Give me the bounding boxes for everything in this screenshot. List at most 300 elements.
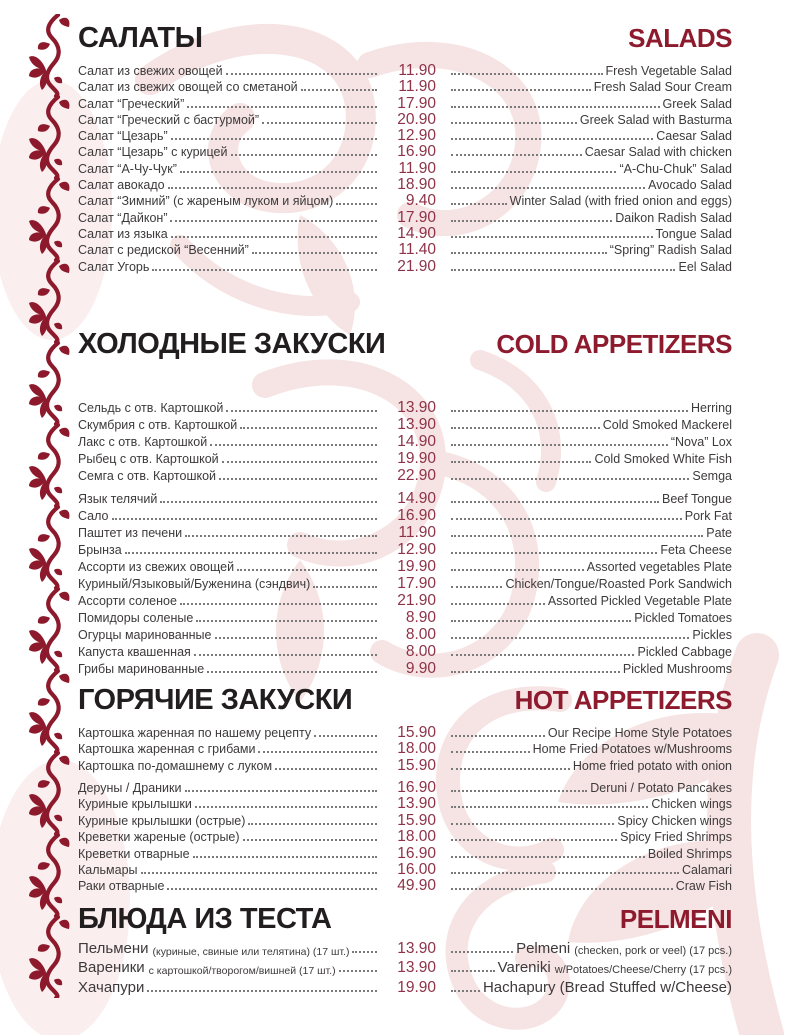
dot-leader bbox=[258, 751, 377, 753]
dot-leader bbox=[125, 552, 377, 554]
item-price: 22.90 bbox=[397, 466, 436, 484]
item-left-block bbox=[78, 80, 380, 94]
item-right-block bbox=[448, 863, 732, 877]
dot-leader bbox=[231, 154, 378, 156]
item-price: 8.00 bbox=[405, 625, 436, 643]
item-right-block bbox=[448, 797, 732, 811]
item-right-block bbox=[448, 243, 732, 257]
item-name-en: Calamari bbox=[681, 862, 732, 877]
item-name-en: Fresh Salad Sour Cream bbox=[593, 80, 732, 95]
menu-item-row bbox=[78, 62, 732, 78]
section-title-en: PELMENI bbox=[619, 903, 732, 934]
dot-leader bbox=[451, 637, 689, 639]
dot-leader bbox=[185, 790, 378, 792]
item-name-en: Chicken wings bbox=[651, 797, 732, 812]
menu-item-row bbox=[78, 143, 732, 159]
menu-item-row bbox=[78, 979, 732, 999]
item-name-en: Winter Salad (with fried onion and eggs) bbox=[509, 194, 732, 209]
item-price: 16.00 bbox=[397, 860, 436, 878]
item-price: 11.90 bbox=[398, 523, 436, 541]
item-name-ru: Салат из свежих овощей со сметаной bbox=[78, 80, 298, 95]
dot-leader bbox=[451, 461, 591, 463]
item-price: 14.90 bbox=[397, 432, 436, 450]
item-name-en: Pickled Mushrooms bbox=[622, 661, 732, 676]
item-name-ru: Салат “Греческий” bbox=[78, 96, 185, 111]
dot-leader bbox=[451, 427, 600, 429]
item-left-block bbox=[78, 509, 380, 523]
item-name-en: Cold Smoked Mackerel bbox=[602, 417, 732, 432]
item-left-block bbox=[78, 526, 380, 540]
section-title-ru: САЛАТЫ bbox=[78, 22, 203, 54]
item-name-ru: Креветки жареные (острые) bbox=[78, 830, 240, 845]
item-right-block bbox=[448, 726, 732, 740]
menu-item-row bbox=[78, 626, 732, 643]
section-title-ru: ХОЛОДНЫЕ ЗАКУСКИ bbox=[78, 327, 386, 360]
dot-leader bbox=[451, 768, 570, 770]
menu-item-row bbox=[78, 225, 732, 241]
dot-leader bbox=[147, 990, 377, 992]
item-name-ru: Салат с редиской “Весенний” bbox=[78, 243, 249, 258]
item-name-ru: Раки отварные bbox=[78, 879, 165, 894]
dot-leader bbox=[222, 461, 377, 463]
dot-leader bbox=[451, 89, 591, 91]
item-name-ru: Огурцы маринованные bbox=[78, 627, 212, 642]
dot-leader bbox=[170, 220, 377, 222]
menu-item-row bbox=[78, 192, 732, 208]
item-note-en: (checken, pork or veel) (17 pcs.) bbox=[574, 944, 732, 957]
item-name-ru: Салат авокадо bbox=[78, 178, 165, 193]
item-name-en: Caesar Salad with chicken bbox=[584, 145, 732, 160]
item-name-en: Pickled Tomatoes bbox=[634, 610, 732, 625]
item-price: 19.90 bbox=[397, 978, 436, 996]
item-right-block bbox=[448, 847, 732, 861]
item-left-block bbox=[78, 469, 380, 483]
item-price: 12.90 bbox=[397, 127, 436, 145]
item-name-ru: Брынза bbox=[78, 542, 122, 557]
item-price: 16.90 bbox=[397, 143, 436, 161]
item-right-block bbox=[448, 662, 732, 676]
dot-leader bbox=[451, 586, 502, 588]
item-price: 13.90 bbox=[397, 959, 436, 977]
item-name-en: Eel Salad bbox=[678, 259, 732, 274]
item-right-block bbox=[448, 979, 732, 996]
item-name-en: Pickles bbox=[692, 627, 732, 642]
item-name-en: Assorted Pickled Vegetable Plate bbox=[547, 593, 732, 608]
menu-item-row bbox=[78, 877, 732, 893]
menu-item-row bbox=[78, 176, 732, 192]
item-name-ru: Хачапури bbox=[78, 978, 145, 996]
dot-leader bbox=[141, 872, 377, 874]
item-right-block bbox=[448, 418, 732, 432]
item-name-en: Pelmeni bbox=[516, 939, 571, 957]
item-name-ru: Рыбец с отв. Картошкой bbox=[78, 451, 219, 466]
item-name-ru: Грибы маринованные bbox=[78, 661, 205, 676]
item-name-en: Deruni / Potato Pancakes bbox=[590, 781, 732, 796]
section-title-en: SALADS bbox=[628, 23, 732, 53]
item-price: 16.90 bbox=[397, 844, 436, 862]
dot-leader bbox=[451, 478, 689, 480]
item-left-block bbox=[78, 145, 380, 159]
item-right-block bbox=[448, 628, 732, 642]
item-name-ru: Помидоры соленые bbox=[78, 610, 194, 625]
item-name-en: Our Recipe Home Style Potatoes bbox=[547, 725, 732, 740]
menu-item-row bbox=[78, 160, 732, 176]
section-items bbox=[78, 940, 732, 999]
item-name-en: “Nova” Lox bbox=[670, 434, 732, 449]
dot-leader bbox=[451, 220, 612, 222]
item-name-ru: Деруны / Драники bbox=[78, 781, 182, 796]
item-left-block bbox=[78, 781, 380, 795]
dot-leader bbox=[167, 888, 377, 890]
menu-item-row bbox=[78, 78, 732, 94]
item-left-block bbox=[78, 847, 380, 861]
menu-item-row bbox=[78, 592, 732, 609]
item-right-block bbox=[448, 80, 732, 94]
dot-leader bbox=[219, 478, 377, 480]
menu-item-row bbox=[78, 757, 732, 773]
item-name-ru: Салат “Цезарь” с курицей bbox=[78, 145, 228, 160]
item-right-block bbox=[448, 959, 732, 976]
dot-leader bbox=[180, 171, 377, 173]
item-right-block bbox=[448, 940, 732, 957]
dot-leader bbox=[180, 603, 377, 605]
item-name-en: Tongue Salad bbox=[655, 226, 732, 241]
dot-leader bbox=[193, 856, 377, 858]
dot-leader bbox=[160, 501, 377, 503]
menu-item-row bbox=[78, 828, 732, 844]
item-name-ru: Скумбрия с отв. Картошкой bbox=[78, 417, 238, 432]
dot-leader bbox=[195, 806, 377, 808]
item-price: 11.40 bbox=[398, 241, 436, 259]
dot-leader bbox=[187, 106, 377, 108]
section-title-ru: БЛЮДА ИЗ ТЕСТА bbox=[78, 902, 332, 935]
item-name-en: “Spring” Radish Salad bbox=[609, 243, 732, 258]
menu-item-row bbox=[78, 209, 732, 225]
dot-leader bbox=[451, 856, 645, 858]
dot-leader bbox=[210, 444, 377, 446]
item-name-en: Daikon Radish Salad bbox=[615, 210, 732, 225]
item-right-block bbox=[448, 145, 732, 159]
item-right-block bbox=[448, 509, 732, 523]
item-right-block bbox=[448, 178, 732, 192]
item-right-block bbox=[448, 194, 732, 208]
dot-leader bbox=[451, 252, 607, 254]
menu-item-row bbox=[78, 416, 732, 433]
item-right-block bbox=[448, 577, 732, 591]
item-price: 8.00 bbox=[405, 642, 436, 660]
item-right-block bbox=[448, 594, 732, 608]
item-left-block bbox=[78, 645, 380, 659]
dot-leader bbox=[451, 410, 688, 412]
dot-leader bbox=[451, 951, 513, 953]
dot-leader bbox=[451, 990, 480, 992]
item-note-ru: с картошкой/творогом/вишней (17 шт.) bbox=[148, 965, 336, 977]
dot-leader bbox=[451, 654, 634, 656]
item-name-en: Caesar Salad bbox=[656, 129, 732, 144]
item-right-block bbox=[448, 452, 732, 466]
section-salads bbox=[78, 24, 732, 274]
item-left-block bbox=[78, 879, 380, 893]
dot-leader bbox=[451, 569, 584, 571]
item-name-ru: Креветки отварные bbox=[78, 846, 190, 861]
item-right-block bbox=[448, 469, 732, 483]
item-price: 20.90 bbox=[397, 110, 436, 128]
menu-item-row bbox=[78, 812, 732, 828]
item-name-ru: Картошка жаренная с грибами bbox=[78, 742, 256, 757]
dot-leader bbox=[215, 637, 378, 639]
dot-leader bbox=[252, 252, 377, 254]
item-left-block bbox=[78, 211, 380, 225]
menu-item-row bbox=[78, 660, 732, 677]
section-title-en: COLD APPETIZERS bbox=[496, 328, 732, 359]
item-name-ru: Куриные крылышки (острые) bbox=[78, 813, 246, 828]
menu-item-row bbox=[78, 861, 732, 877]
dot-leader bbox=[451, 122, 577, 124]
dot-leader bbox=[451, 970, 495, 972]
item-right-block bbox=[448, 129, 732, 143]
item-price: 8.90 bbox=[405, 608, 436, 626]
item-price: 15.90 bbox=[397, 811, 436, 829]
item-left-block bbox=[78, 742, 380, 756]
item-name-ru: Вареники bbox=[78, 959, 145, 977]
dot-leader bbox=[275, 768, 377, 770]
menu-item-row bbox=[78, 258, 732, 274]
item-name-ru: Салат “Цезарь” bbox=[78, 129, 168, 144]
menu-item-row bbox=[78, 467, 732, 484]
item-price: 18.00 bbox=[397, 828, 436, 846]
item-price: 11.90 bbox=[398, 62, 436, 79]
section-items bbox=[78, 62, 732, 274]
item-left-block bbox=[78, 594, 380, 608]
dot-leader bbox=[194, 654, 377, 656]
item-left-block bbox=[78, 418, 380, 432]
dot-leader bbox=[451, 751, 530, 753]
item-right-block bbox=[448, 113, 732, 127]
dot-leader bbox=[207, 671, 377, 673]
item-price: 18.90 bbox=[397, 176, 436, 194]
menu-item-row bbox=[78, 524, 732, 541]
item-right-block bbox=[448, 879, 732, 893]
menu-item-row bbox=[78, 558, 732, 575]
item-price: 17.90 bbox=[397, 94, 436, 112]
item-name-en: Craw Fish bbox=[675, 879, 732, 894]
item-price: 15.90 bbox=[397, 723, 436, 741]
menu-content bbox=[78, 0, 732, 998]
dot-leader bbox=[185, 535, 377, 537]
item-right-block bbox=[448, 611, 732, 625]
dot-leader bbox=[243, 839, 377, 841]
item-name-ru: Семга с отв. Картошкой bbox=[78, 468, 217, 483]
menu-item-row bbox=[78, 433, 732, 450]
menu-item-row bbox=[78, 740, 732, 756]
dot-leader bbox=[248, 823, 377, 825]
item-left-block bbox=[78, 979, 380, 996]
item-price: 21.90 bbox=[397, 591, 436, 609]
item-name-ru: Салат из свежих овощей bbox=[78, 64, 223, 78]
item-name-en: Pickled Cabbage bbox=[637, 644, 732, 659]
item-price: 9.40 bbox=[405, 192, 436, 210]
item-name-ru: Пельмени bbox=[78, 939, 149, 957]
dot-leader bbox=[451, 620, 631, 622]
item-name-en: Home fried potato with onion bbox=[572, 758, 732, 773]
menu-item-row bbox=[78, 95, 732, 111]
item-name-en: Spicy Chicken wings bbox=[617, 813, 732, 828]
item-name-ru: Капуста квашенная bbox=[78, 644, 191, 659]
item-price: 21.90 bbox=[397, 257, 436, 275]
item-name-ru: Куриный/Языковый/Буженина (сэндвич) bbox=[78, 576, 311, 591]
item-left-block bbox=[78, 178, 380, 192]
section-dough-dishes bbox=[78, 902, 732, 999]
item-name-ru: Сельдь с отв. Картошкой bbox=[78, 400, 224, 415]
item-price: 17.90 bbox=[397, 208, 436, 226]
dot-leader bbox=[451, 839, 617, 841]
item-left-block bbox=[78, 452, 380, 466]
menu-item-row bbox=[78, 111, 732, 127]
dot-leader bbox=[451, 444, 668, 446]
item-name-ru: Салат “Дайкон” bbox=[78, 210, 168, 225]
item-left-block bbox=[78, 543, 380, 557]
menu-item-row bbox=[78, 795, 732, 811]
item-left-block bbox=[78, 243, 380, 257]
dot-leader bbox=[339, 970, 377, 972]
item-name-ru: Салат Угорь bbox=[78, 259, 150, 274]
item-name-ru: Сало bbox=[78, 508, 109, 523]
item-name-en: Boiled Shrimps bbox=[647, 846, 732, 861]
item-right-block bbox=[448, 162, 732, 176]
menu-item-row bbox=[78, 940, 732, 960]
item-name-ru: Ассорти из свежих овощей bbox=[78, 559, 235, 574]
item-name-ru: Картошка по-домашнему с луком bbox=[78, 758, 273, 773]
section-hot-appetizers bbox=[78, 683, 732, 895]
dot-leader bbox=[451, 806, 648, 808]
item-name-en: Fresh Vegetable Salad bbox=[605, 64, 732, 78]
item-name-en: Assorted vegetables Plate bbox=[586, 559, 732, 574]
item-left-block bbox=[78, 194, 380, 208]
menu-item-row bbox=[78, 724, 732, 740]
menu-item-row bbox=[78, 575, 732, 592]
section-items bbox=[78, 724, 732, 894]
dot-leader bbox=[171, 138, 377, 140]
item-price: 9.90 bbox=[405, 659, 436, 677]
dot-leader bbox=[451, 187, 645, 189]
item-price: 49.90 bbox=[397, 877, 436, 895]
item-left-block bbox=[78, 64, 380, 78]
item-right-block bbox=[448, 64, 732, 78]
item-left-block bbox=[78, 560, 380, 574]
item-right-block bbox=[448, 645, 732, 659]
item-name-ru: Куриные крылышки bbox=[78, 797, 192, 812]
dot-leader bbox=[451, 106, 660, 108]
item-left-block bbox=[78, 611, 380, 625]
menu-item-row bbox=[78, 541, 732, 558]
item-right-block bbox=[448, 227, 732, 241]
section-items bbox=[78, 399, 732, 677]
item-name-en: Spicy Fried Shrimps bbox=[620, 830, 732, 845]
item-right-block bbox=[448, 435, 732, 449]
section-cold-appetizers bbox=[78, 327, 732, 677]
section-header bbox=[78, 24, 732, 53]
item-name-en: Cold Smoked White Fish bbox=[594, 451, 732, 466]
section-header bbox=[78, 683, 732, 716]
item-price: 16.90 bbox=[397, 506, 436, 524]
item-name-en: “A-Chu-Chuk” Salad bbox=[619, 161, 732, 176]
dot-leader bbox=[313, 586, 377, 588]
dot-leader bbox=[451, 872, 679, 874]
section-title-ru: ГОРЯЧИЕ ЗАКУСКИ bbox=[78, 683, 353, 716]
item-right-block bbox=[448, 830, 732, 844]
item-left-block bbox=[78, 162, 380, 176]
item-price: 13.90 bbox=[397, 398, 436, 416]
item-left-block bbox=[78, 959, 380, 976]
item-name-en: Herring bbox=[691, 400, 732, 415]
dot-leader bbox=[152, 269, 377, 271]
dot-leader bbox=[451, 790, 587, 792]
item-left-block bbox=[78, 628, 380, 642]
dot-leader bbox=[314, 735, 377, 737]
item-left-block bbox=[78, 814, 380, 828]
menu-item-row bbox=[78, 609, 732, 626]
item-price: 16.90 bbox=[397, 779, 436, 797]
item-left-block bbox=[78, 227, 380, 241]
item-left-block bbox=[78, 129, 380, 143]
item-name-en: Chicken/Tongue/Roasted Pork Sandwich bbox=[505, 576, 732, 591]
dot-leader bbox=[451, 171, 616, 173]
menu-item-row bbox=[78, 845, 732, 861]
item-left-block bbox=[78, 662, 380, 676]
dot-leader bbox=[451, 603, 545, 605]
item-left-block bbox=[78, 492, 380, 506]
dot-leader bbox=[168, 187, 377, 189]
section-header bbox=[78, 327, 732, 360]
dot-leader bbox=[451, 138, 653, 140]
item-price: 12.90 bbox=[397, 540, 436, 558]
section-title-en: HOT APPETIZERS bbox=[514, 684, 732, 715]
item-left-block bbox=[78, 726, 380, 740]
dot-leader bbox=[451, 823, 614, 825]
item-name-ru: Паштет из печени bbox=[78, 525, 183, 540]
item-name-en: Hachapury (Bread Stuffed w/Cheese) bbox=[482, 978, 732, 996]
dot-leader bbox=[451, 535, 703, 537]
menu-item-row bbox=[78, 507, 732, 524]
item-left-block bbox=[78, 797, 380, 811]
item-right-block bbox=[448, 781, 732, 795]
item-name-en: Vareniki bbox=[497, 959, 551, 977]
dot-leader bbox=[451, 735, 545, 737]
item-left-block bbox=[78, 435, 380, 449]
dot-leader bbox=[171, 236, 377, 238]
item-note-ru: (куриные, свиные или телятина) (17 шт.) bbox=[152, 945, 350, 957]
item-name-ru: Ассорти соленое bbox=[78, 593, 177, 608]
item-right-block bbox=[448, 759, 732, 773]
item-price: 13.90 bbox=[397, 939, 436, 957]
item-name-ru: Салат “Греческий с бастурмой” bbox=[78, 112, 260, 127]
item-left-block bbox=[78, 577, 380, 591]
menu-item-row bbox=[78, 959, 732, 979]
menu-item-row bbox=[78, 127, 732, 143]
item-name-ru: Салат “Зимний” (с жареным луком и яйцом) bbox=[78, 194, 334, 209]
dot-leader bbox=[226, 410, 377, 412]
menu-item-row bbox=[78, 643, 732, 660]
dot-leader bbox=[451, 73, 603, 75]
item-name-ru: Картошка жаренная по нашему рецепту bbox=[78, 725, 312, 740]
item-right-block bbox=[448, 211, 732, 225]
dot-leader bbox=[451, 552, 657, 554]
item-name-en: Feta Cheese bbox=[660, 542, 732, 557]
item-right-block bbox=[448, 97, 732, 111]
item-left-block bbox=[78, 97, 380, 111]
dot-leader bbox=[301, 89, 377, 91]
item-name-ru: Лакс с отв. Картошкой bbox=[78, 434, 208, 449]
